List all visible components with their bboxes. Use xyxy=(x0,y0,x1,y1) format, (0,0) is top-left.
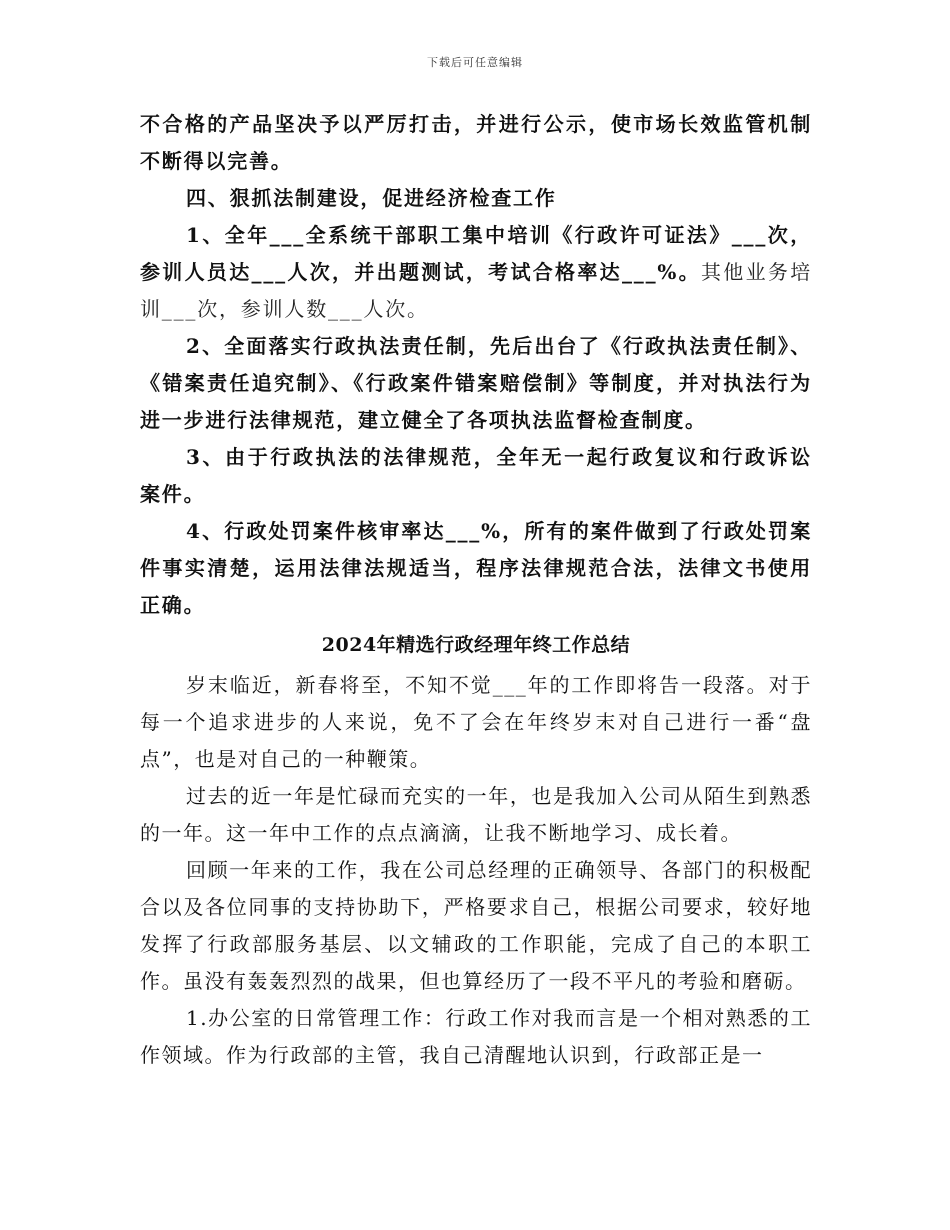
document-title: 2024年精选行政经理年终工作总结 xyxy=(321,634,631,656)
paragraph-case-review: 4、行政处罚案件核审率达___%，所有的案件做到了行政处罚案件事实清楚，运用法律法规适当，程序法律规范合法，法律文书使用正确。 xyxy=(140,519,812,617)
section-heading-four: 四、狠抓法制建设，促进经济检查工作 xyxy=(186,186,557,210)
training-normal-text: 其他业务培训___次，参训人数___人次。 xyxy=(140,260,812,321)
paragraph-review: 回顾一年来的工作，我在公司总经理的正确领导、各部门的积极配合以及各位同事的支持协助下，严格要求自己，根据公司要求，较好地发挥了行政部服务基层、以文辅政的工作职能，完成了自己的本职工作。虽没有轰轰烈烈的战果，但也算经历了一段不平凡的考验和磨砺。 xyxy=(140,858,812,993)
paragraph-responsibility: 2、全面落实行政执法责任制，先后出台了《行政执法责任制》、《错案责任追究制》、《行政案件错案赔偿制》等制度，并对执法行为进一步进行法律规范，建立健全了各项执法监督检查制度。 xyxy=(140,334,812,432)
document-body xyxy=(140,106,812,1074)
paragraph-office-management: 1.办公室的日常管理工作：行政工作对我而言是一个相对熟悉的工作领域。作为行政部的主管，我自己清醒地认识到，行政部正是一 xyxy=(140,1006,812,1067)
page-header: 下载后可任意编辑 xyxy=(427,56,523,69)
paragraph-continuation: 不合格的产品坚决予以严厉打击，并进行公示，使市场长效监管机制不断得以完善。 xyxy=(140,112,812,173)
paragraph-no-review: 3、由于行政执法的法律规范，全年无一起行政复议和行政诉讼案件。 xyxy=(140,445,812,506)
paragraph-past-year: 过去的近一年是忙碌而充实的一年，也是我加入公司从陌生到熟悉的一年。这一年中工作的点点滴滴，让我不断地学习、成长着。 xyxy=(140,784,812,845)
training-bold-text: 1、全年___全系统干部职工集中培训《行政许可证法》___次，参训人员达___人次，并出题测试，考试合格率达___%。 xyxy=(140,223,812,284)
paragraph-training xyxy=(140,217,812,328)
paragraph-intro: 岁末临近，新春将至，不知不觉___年的工作即将告一段落。对于每一个追求进步的人来说，免不了会在年终岁末对自己进行一番“盘点”，也是对自己的一种鞭策。 xyxy=(140,673,812,771)
